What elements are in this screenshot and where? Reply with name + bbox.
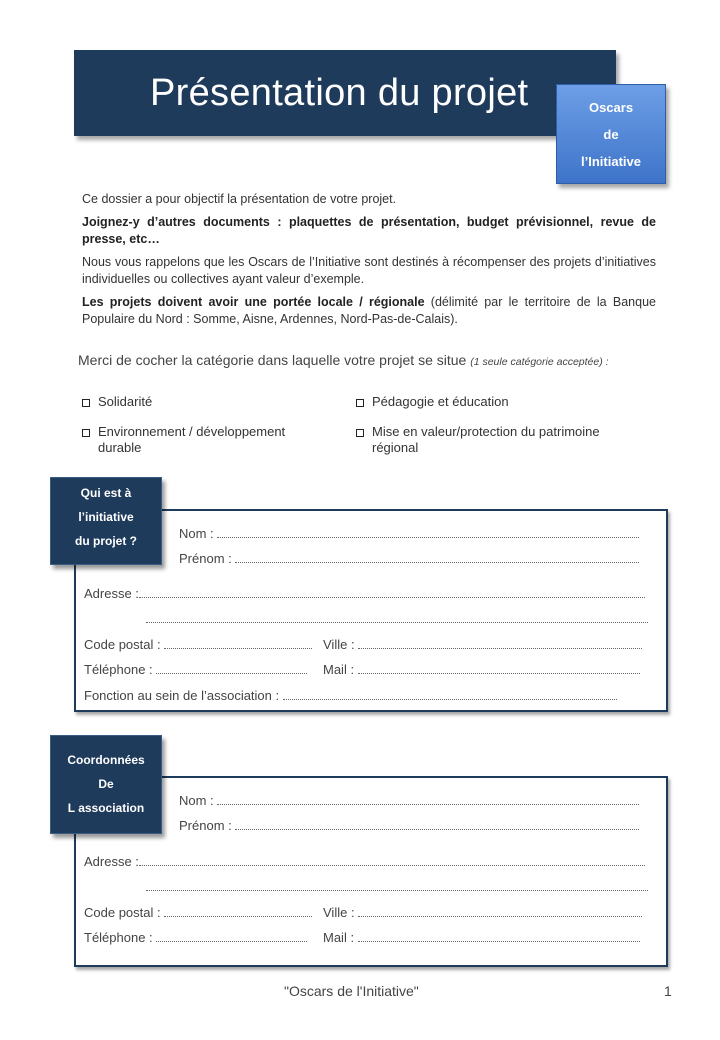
assoc-adresse-input-line[interactable] [139,855,645,866]
adresse-field[interactable] [84,586,645,601]
assoc-adresse-label: Adresse : [84,854,139,869]
adresse-input-line[interactable] [139,587,645,598]
initiative-tag-line-3: du projet ? [75,534,137,548]
category-environnement[interactable] [82,424,322,456]
page-number: 1 [664,983,672,999]
ville-input-line[interactable] [358,638,642,649]
category-prompt [78,352,658,371]
category-label: Pédagogie et éducation [372,394,509,409]
assoc-nom-label: Nom : [179,793,214,808]
telephone-label: Téléphone : [84,662,153,677]
checkbox-icon[interactable] [82,429,90,437]
checkbox-icon[interactable] [356,399,364,407]
badge-line-2: de [603,127,619,142]
telephone-field[interactable] [84,662,307,677]
badge-line-3: l’Initiative [581,154,641,169]
category-label: Environnement / développement durable [98,424,286,455]
initiative-tag-line-2: l’initiative [78,510,134,524]
association-tag-line-1: Coordonnées [67,753,145,767]
nom-input-line[interactable] [217,527,639,538]
prenom-input-line[interactable] [235,552,639,563]
initiative-tag [50,477,162,565]
intro-text [82,191,656,334]
telephone-input-line[interactable] [156,663,307,674]
adresse-field-line-2[interactable] [146,611,648,626]
checkbox-icon[interactable] [82,399,90,407]
assoc-mail-label: Mail : [323,930,355,945]
assoc-code-postal-field[interactable] [84,905,312,920]
assoc-adresse-field-line-2[interactable] [146,879,648,894]
intro-p4-bold: Les projets doivent avoir une portée locale / régionale [82,295,425,309]
checkbox-icon[interactable] [356,429,364,437]
code-postal-field[interactable] [84,637,312,652]
assoc-nom-field[interactable] [179,793,639,808]
code-postal-label: Code postal : [84,637,161,652]
intro-paragraph-4 [82,294,656,328]
intro-p4-rest: (délimité par le territoire de la Banque Populaire du Nord : Somme, Aisne, Ardennes, Nord-Pas-de-Calais). [82,295,656,326]
fonction-label: Fonction au sein de l’association : [84,688,280,703]
assoc-prenom-label: Prénom : [179,818,232,833]
assoc-mail-input-line[interactable] [358,931,640,942]
page-title: Présentation du projet [150,72,529,114]
category-note: (1 seule catégorie acceptée) : [470,356,609,368]
oscars-badge [556,84,666,184]
assoc-ville-input-line[interactable] [358,906,642,917]
assoc-prenom-input-line[interactable] [235,819,639,830]
category-prompt-text: Merci de cocher la catégorie dans laquelle votre projet se situe [78,352,471,368]
assoc-ville-label: Ville : [323,905,355,920]
category-label: Mise en valeur/protection du patrimoine régional [372,424,600,455]
assoc-mail-field[interactable] [323,930,640,945]
assoc-code-postal-label: Code postal : [84,905,161,920]
ville-field[interactable] [323,637,642,652]
category-patrimoine[interactable] [356,424,646,456]
footer-text: "Oscars de l'Initiative" [284,983,419,999]
assoc-adresse-field[interactable] [84,854,645,869]
intro-paragraph-1: Ce dossier a pour objectif la présentation de votre projet. [82,192,397,206]
badge-line-1: Oscars [588,100,634,115]
adresse-label: Adresse : [84,586,139,601]
assoc-telephone-input-line[interactable] [156,931,307,942]
title-banner [74,50,616,136]
assoc-adresse-input-line-2[interactable] [146,880,648,891]
assoc-ville-field[interactable] [323,905,642,920]
assoc-nom-input-line[interactable] [217,794,639,805]
intro-paragraph-2: Joignez-y d’autres documents : plaquettes de présentation, budget prévisionnel, revue de presse, etc… [82,215,656,246]
code-postal-input-line[interactable] [164,638,312,649]
mail-input-line[interactable] [358,663,640,674]
association-tag-line-3: L association [67,801,145,815]
nom-field[interactable] [179,526,639,541]
prenom-field[interactable] [179,551,639,566]
fonction-input-line[interactable] [283,689,617,700]
assoc-telephone-label: Téléphone : [84,930,153,945]
fonction-field[interactable] [84,688,617,703]
nom-label: Nom : [179,526,214,541]
association-tag [50,735,162,834]
mail-field[interactable] [323,662,640,677]
association-tag-line-2: De [98,777,114,791]
ville-label: Ville : [323,637,355,652]
category-pedagogie[interactable] [356,394,656,410]
initiative-tag-line-1: Qui est à [80,486,132,500]
prenom-label: Prénom : [179,551,232,566]
assoc-prenom-field[interactable] [179,818,639,833]
adresse-input-line-2[interactable] [146,612,648,623]
assoc-telephone-field[interactable] [84,930,307,945]
assoc-code-postal-input-line[interactable] [164,906,312,917]
intro-paragraph-3: Nous vous rappelons que les Oscars de l’Initiative sont destinés à récompenser des projets d’initiatives individuelles ou collectives ayant valeur d’exemple. [82,255,656,286]
mail-label: Mail : [323,662,355,677]
category-solidarite[interactable] [82,394,332,410]
category-label: Solidarité [98,394,153,409]
